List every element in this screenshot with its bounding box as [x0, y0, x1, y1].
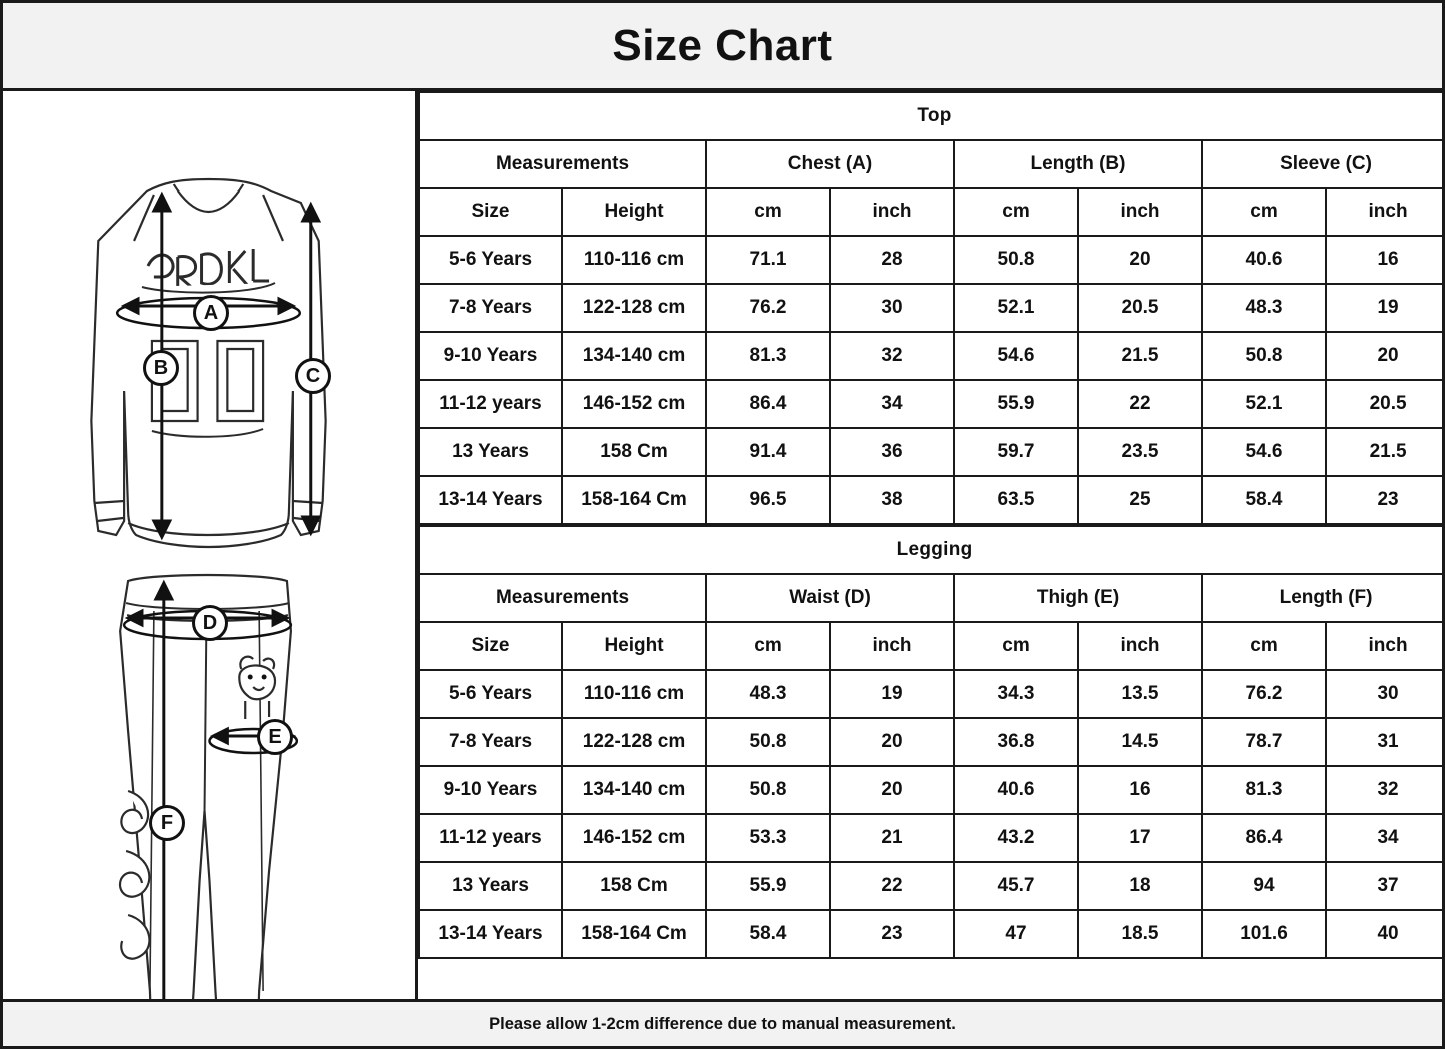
cell-height: 158-164 Cm: [562, 910, 706, 958]
top-header-sleeve: Sleeve (C): [1202, 140, 1445, 188]
cell-height: 110-116 cm: [562, 670, 706, 718]
cell-waist-cm: 50.8: [706, 718, 830, 766]
cell-size: 13 Years: [419, 862, 562, 910]
legging-header-thigh: Thigh (E): [954, 574, 1202, 622]
cell-chest-cm: 76.2: [706, 284, 830, 332]
cell-length-inch: 32: [1326, 766, 1445, 814]
cell-length-inch: 20.5: [1078, 284, 1202, 332]
cell-length-cm: 59.7: [954, 428, 1078, 476]
legging-subhdr-length-cm: cm: [1202, 622, 1326, 670]
legging-subhdr-thigh-inch: inch: [1078, 622, 1202, 670]
cell-length-cm: 55.9: [954, 380, 1078, 428]
cell-length-cm: 78.7: [1202, 718, 1326, 766]
cell-sleeve-cm: 48.3: [1202, 284, 1326, 332]
table-row: [419, 910, 1445, 958]
cell-thigh-cm: 47: [954, 910, 1078, 958]
table-row: [419, 718, 1445, 766]
cell-length-cm: 76.2: [1202, 670, 1326, 718]
cell-sleeve-inch: 20: [1326, 332, 1445, 380]
cell-sleeve-cm: 40.6: [1202, 236, 1326, 284]
table-row: [419, 476, 1445, 524]
legging-header-main: [419, 574, 1445, 622]
cell-size: 9-10 Years: [419, 766, 562, 814]
cell-waist-cm: 58.4: [706, 910, 830, 958]
cell-sleeve-inch: 23: [1326, 476, 1445, 524]
cell-length-inch: 40: [1326, 910, 1445, 958]
chart-body: [3, 91, 1442, 999]
cell-size: 5-6 Years: [419, 670, 562, 718]
cell-thigh-inch: 14.5: [1078, 718, 1202, 766]
top-header-measurements: Measurements: [419, 140, 706, 188]
legging-size-table: [418, 525, 1445, 959]
cell-chest-inch: 34: [830, 380, 954, 428]
top-section-title-row: [419, 92, 1445, 140]
cell-waist-cm: 50.8: [706, 766, 830, 814]
cell-length-cm: 54.6: [954, 332, 1078, 380]
cell-sleeve-inch: 20.5: [1326, 380, 1445, 428]
top-header-main: [419, 140, 1445, 188]
cell-waist-inch: 19: [830, 670, 954, 718]
cell-length-cm: 94: [1202, 862, 1326, 910]
legging-header-length: Length (F): [1202, 574, 1445, 622]
cell-chest-cm: 86.4: [706, 380, 830, 428]
cell-thigh-cm: 40.6: [954, 766, 1078, 814]
top-subhdr-length-inch: inch: [1078, 188, 1202, 236]
cell-size: 9-10 Years: [419, 332, 562, 380]
cell-height: 158-164 Cm: [562, 476, 706, 524]
cell-thigh-inch: 13.5: [1078, 670, 1202, 718]
cell-sleeve-cm: 58.4: [1202, 476, 1326, 524]
cell-length-cm: 101.6: [1202, 910, 1326, 958]
cell-size: 11-12 years: [419, 814, 562, 862]
top-subhdr-sleeve-inch: inch: [1326, 188, 1445, 236]
top-size-table: [418, 91, 1445, 525]
cell-chest-cm: 96.5: [706, 476, 830, 524]
cell-size: 11-12 years: [419, 380, 562, 428]
cell-length-inch: 37: [1326, 862, 1445, 910]
cell-height: 134-140 cm: [562, 766, 706, 814]
cell-height: 134-140 cm: [562, 332, 706, 380]
cell-waist-cm: 53.3: [706, 814, 830, 862]
legging-header-waist: Waist (D): [706, 574, 954, 622]
marker-d: D: [192, 605, 228, 641]
top-garment-icon: [91, 179, 325, 547]
cell-waist-inch: 22: [830, 862, 954, 910]
top-subhdr-length-cm: cm: [954, 188, 1078, 236]
cell-waist-inch: 21: [830, 814, 954, 862]
cell-waist-inch: 20: [830, 766, 954, 814]
table-row: [419, 284, 1445, 332]
legging-subhdr-size: Size: [419, 622, 562, 670]
table-row: [419, 380, 1445, 428]
garment-illustration-pane: [3, 91, 418, 999]
footer-bar: [3, 999, 1442, 1046]
cell-waist-cm: 55.9: [706, 862, 830, 910]
legging-subhdr-waist-inch: inch: [830, 622, 954, 670]
marker-c: C: [295, 358, 331, 394]
cell-height: 122-128 cm: [562, 284, 706, 332]
cell-sleeve-cm: 50.8: [1202, 332, 1326, 380]
cell-thigh-cm: 36.8: [954, 718, 1078, 766]
top-subhdr-sleeve-cm: cm: [1202, 188, 1326, 236]
cell-height: 122-128 cm: [562, 718, 706, 766]
cell-thigh-cm: 34.3: [954, 670, 1078, 718]
cell-thigh-inch: 18: [1078, 862, 1202, 910]
cell-size: 13 Years: [419, 428, 562, 476]
top-section-title: Top: [419, 92, 1445, 140]
marker-b: B: [143, 350, 179, 386]
cell-sleeve-cm: 52.1: [1202, 380, 1326, 428]
cell-thigh-cm: 45.7: [954, 862, 1078, 910]
cell-length-cm: 63.5: [954, 476, 1078, 524]
legging-section-title-row: [419, 526, 1445, 574]
cell-waist-inch: 23: [830, 910, 954, 958]
cell-length-inch: 23.5: [1078, 428, 1202, 476]
measurement-note: Please allow 1-2cm difference due to manual measurement.: [489, 1014, 956, 1033]
marker-a: A: [193, 295, 229, 331]
page-title-bar: [3, 3, 1442, 91]
cell-height: 146-152 cm: [562, 380, 706, 428]
cell-length-inch: 22: [1078, 380, 1202, 428]
table-row: [419, 332, 1445, 380]
cell-length-cm: 81.3: [1202, 766, 1326, 814]
cell-size: 7-8 Years: [419, 284, 562, 332]
legging-subhdr-waist-cm: cm: [706, 622, 830, 670]
cell-length-inch: 21.5: [1078, 332, 1202, 380]
cell-length-cm: 86.4: [1202, 814, 1326, 862]
cell-height: 110-116 cm: [562, 236, 706, 284]
table-row: [419, 236, 1445, 284]
cell-length-inch: 20: [1078, 236, 1202, 284]
cell-sleeve-inch: 19: [1326, 284, 1445, 332]
cell-length-inch: 34: [1326, 814, 1445, 862]
legging-subhdr-height: Height: [562, 622, 706, 670]
page-title: Size Chart: [612, 20, 833, 70]
marker-e: E: [257, 719, 293, 755]
cell-sleeve-cm: 54.6: [1202, 428, 1326, 476]
legging-subhdr-length-inch: inch: [1326, 622, 1445, 670]
cell-waist-cm: 48.3: [706, 670, 830, 718]
cell-thigh-inch: 18.5: [1078, 910, 1202, 958]
cell-sleeve-inch: 16: [1326, 236, 1445, 284]
cell-chest-inch: 32: [830, 332, 954, 380]
cell-waist-inch: 20: [830, 718, 954, 766]
table-row: [419, 670, 1445, 718]
cell-size: 13-14 Years: [419, 476, 562, 524]
marker-f: F: [149, 805, 185, 841]
cell-length-inch: 31: [1326, 718, 1445, 766]
cell-thigh-inch: 16: [1078, 766, 1202, 814]
top-subhdr-size: Size: [419, 188, 562, 236]
cell-size: 7-8 Years: [419, 718, 562, 766]
cell-chest-inch: 30: [830, 284, 954, 332]
top-subhdr-chest-inch: inch: [830, 188, 954, 236]
cell-thigh-inch: 17: [1078, 814, 1202, 862]
top-header-length: Length (B): [954, 140, 1202, 188]
cell-thigh-cm: 43.2: [954, 814, 1078, 862]
tables-pane: [418, 91, 1445, 999]
cell-chest-cm: 91.4: [706, 428, 830, 476]
table-row: [419, 862, 1445, 910]
cell-size: 5-6 Years: [419, 236, 562, 284]
garment-drawings: [3, 91, 415, 999]
cell-chest-inch: 38: [830, 476, 954, 524]
cell-chest-inch: 28: [830, 236, 954, 284]
cell-length-cm: 50.8: [954, 236, 1078, 284]
legging-header-sub: [419, 622, 1445, 670]
legging-header-measurements: Measurements: [419, 574, 706, 622]
cell-height: 158 Cm: [562, 428, 706, 476]
cell-length-inch: 25: [1078, 476, 1202, 524]
cell-chest-cm: 81.3: [706, 332, 830, 380]
top-subhdr-chest-cm: cm: [706, 188, 830, 236]
cell-size: 13-14 Years: [419, 910, 562, 958]
table-row: [419, 428, 1445, 476]
top-header-sub: [419, 188, 1445, 236]
cell-height: 158 Cm: [562, 862, 706, 910]
cell-sleeve-inch: 21.5: [1326, 428, 1445, 476]
legging-subhdr-thigh-cm: cm: [954, 622, 1078, 670]
cell-chest-inch: 36: [830, 428, 954, 476]
table-row: [419, 766, 1445, 814]
cell-length-inch: 30: [1326, 670, 1445, 718]
top-header-chest: Chest (A): [706, 140, 954, 188]
cell-length-cm: 52.1: [954, 284, 1078, 332]
table-row: [419, 814, 1445, 862]
cell-chest-cm: 71.1: [706, 236, 830, 284]
legging-section-title: Legging: [419, 526, 1445, 574]
cell-height: 146-152 cm: [562, 814, 706, 862]
top-subhdr-height: Height: [562, 188, 706, 236]
